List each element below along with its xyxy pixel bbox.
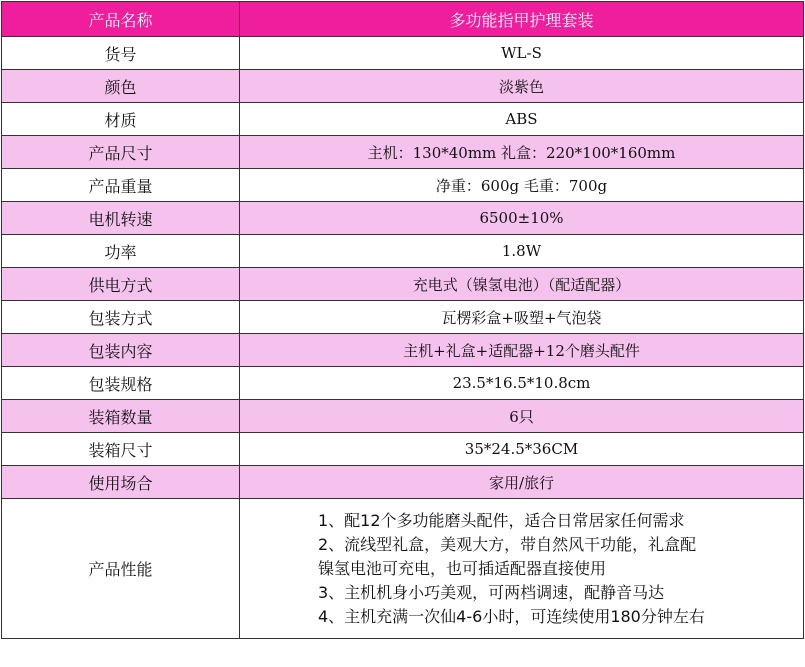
performance-line: 3、主机机身小巧美观，可两档调速，配静音马达 xyxy=(318,582,665,602)
spec-label: 使用场合 xyxy=(2,466,240,499)
performance-line: 1、配12个多功能磨头配件，适合日常居家任何需求 xyxy=(318,510,685,530)
spec-value: 6只 xyxy=(240,400,804,433)
spec-value: 23.5*16.5*10.8cm xyxy=(240,367,804,400)
spec-label: 电机转速 xyxy=(2,202,240,235)
spec-label: 产品重量 xyxy=(2,169,240,202)
spec-label: 货号 xyxy=(2,37,240,70)
spec-row xyxy=(2,400,804,433)
spec-row xyxy=(2,466,804,499)
spec-value: 主机：130*40mm 礼盒：220*100*160mm xyxy=(240,136,804,169)
spec-value: 主机+礼盒+适配器+12个磨头配件 xyxy=(240,334,804,367)
spec-row xyxy=(2,334,804,367)
spec-value: 35*24.5*36CM xyxy=(240,433,804,466)
product-spec-table xyxy=(1,1,804,639)
spec-value: 充电式（镍氢电池）（配适配器） xyxy=(240,268,804,301)
spec-row xyxy=(2,301,804,334)
spec-label: 装箱尺寸 xyxy=(2,433,240,466)
spec-value: 家用/旅行 xyxy=(240,466,804,499)
spec-label: 包装内容 xyxy=(2,334,240,367)
spec-row xyxy=(2,70,804,103)
spec-row xyxy=(2,136,804,169)
performance-line: 镍氢电池可充电，也可插适配器直接使用 xyxy=(318,558,607,578)
spec-label: 供电方式 xyxy=(2,268,240,301)
spec-row xyxy=(2,103,804,136)
spec-row xyxy=(2,367,804,400)
spec-label: 包装方式 xyxy=(2,301,240,334)
spec-value: 瓦楞彩盒+吸塑+气泡袋 xyxy=(240,301,804,334)
spec-value: ABS xyxy=(240,103,804,136)
spec-label: 产品尺寸 xyxy=(2,136,240,169)
spec-value: 淡紫色 xyxy=(240,70,804,103)
performance-list xyxy=(240,509,803,629)
spec-value: 净重：600g 毛重：700g xyxy=(240,169,804,202)
spec-header-label: 产品名称 xyxy=(2,2,240,37)
spec-row xyxy=(2,202,804,235)
spec-row xyxy=(2,433,804,466)
performance-line: 4、主机充满一次仙4-6小时，可连续使用180分钟左右 xyxy=(318,606,705,626)
spec-header-value: 多功能指甲护理套装 xyxy=(240,2,804,37)
spec-value: 1.8W xyxy=(240,235,804,268)
spec-row xyxy=(2,268,804,301)
spec-label: 功率 xyxy=(2,235,240,268)
spec-label: 包装规格 xyxy=(2,367,240,400)
spec-header-row xyxy=(2,2,804,37)
performance-line: 2、流线型礼盒，美观大方，带自然风干功能，礼盒配 xyxy=(318,534,697,554)
spec-label: 产品性能 xyxy=(2,499,240,639)
spec-row xyxy=(2,37,804,70)
spec-value: 6500±10% xyxy=(240,202,804,235)
spec-row-performance xyxy=(2,499,804,639)
spec-value: WL-S xyxy=(240,37,804,70)
spec-label: 材质 xyxy=(2,103,240,136)
performance-cell xyxy=(240,499,804,639)
spec-row xyxy=(2,169,804,202)
spec-label: 颜色 xyxy=(2,70,240,103)
spec-label: 装箱数量 xyxy=(2,400,240,433)
spec-row xyxy=(2,235,804,268)
